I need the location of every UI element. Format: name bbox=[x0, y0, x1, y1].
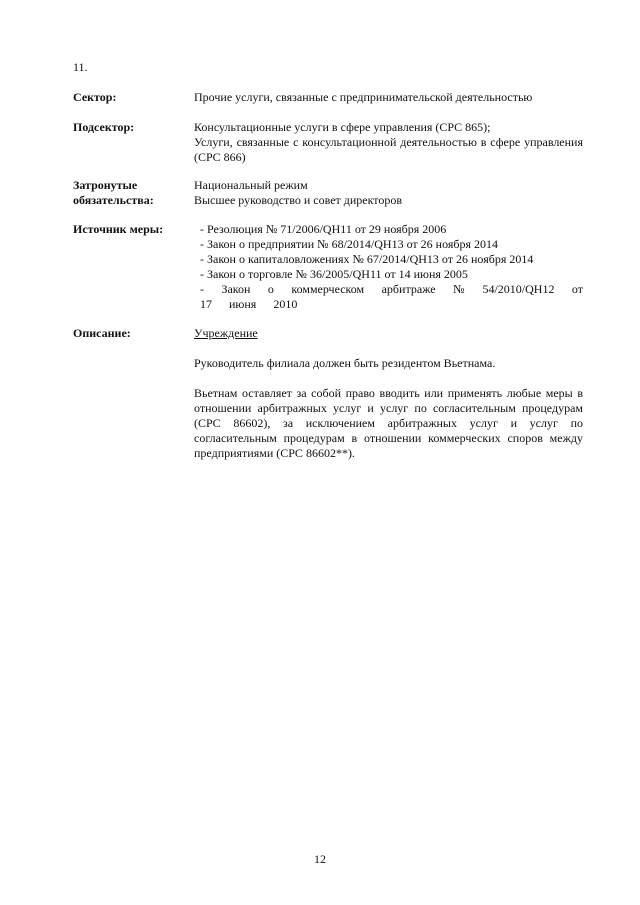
description-paragraph-1: Руководитель филиала должен быть резидентом Вьетнама. bbox=[194, 356, 496, 370]
source-item: - Закон о капиталовложениях № 67/2014/QH13 от 26 ноября 2014 bbox=[200, 252, 534, 266]
subsector-line-1: Консультационные услуги в сфере управления (CPC 865); bbox=[194, 120, 491, 134]
entry-number: 11. bbox=[73, 60, 88, 74]
subsector-line-2: Услуги, связанные с консультационной деятельностью в сфере управления (CPC 866) bbox=[194, 135, 583, 164]
sector-value bbox=[194, 90, 583, 105]
obligations-line-1: Национальный режим bbox=[194, 178, 308, 192]
source-item: - Резолюция № 71/2006/QH11 от 29 ноября 2006 bbox=[200, 222, 447, 236]
subsector-label: Подсектор: bbox=[73, 120, 135, 134]
source-item: - Закон о предприятии № 68/2014/QH13 от 26 ноября 2014 bbox=[200, 237, 498, 251]
page-number: 12 bbox=[314, 852, 326, 866]
obligations-label-line-1: Затронутые bbox=[73, 178, 138, 192]
source-item: - Закон о коммерческом арбитраже № 54/2010/QH12 от 17 июня 2010 bbox=[200, 282, 583, 311]
obligations-line-2: Высшее руководство и совет директоров bbox=[194, 193, 403, 207]
sector-label: Сектор: bbox=[73, 90, 117, 104]
obligations-label-line-2: обязательства: bbox=[73, 193, 154, 207]
description-label: Описание: bbox=[73, 326, 131, 340]
source-item: - Закон о торговле № 36/2005/QH11 от 14 июня 2005 bbox=[200, 267, 468, 281]
description-heading: Учреждение bbox=[194, 326, 258, 340]
subsector-value bbox=[194, 120, 583, 165]
obligations-label bbox=[73, 178, 188, 208]
sector-text: Прочие услуги, связанные с предпринимательской деятельностью bbox=[194, 90, 533, 104]
sources-list bbox=[194, 222, 583, 312]
description-content bbox=[194, 326, 583, 461]
sources-label: Источник меры: bbox=[73, 222, 164, 236]
description-paragraph-2: Вьетнам оставляет за собой право вводить или применять любые меры в отношении арбитражных услуг и услуг по согласительным процедурам (CPC 86602), за исключением арбитражных услуг и услуг по согласительным процедурам в отношении коммерческих споров между предприятиями (CPC 86602**). bbox=[194, 386, 583, 460]
obligations-value bbox=[194, 178, 583, 208]
